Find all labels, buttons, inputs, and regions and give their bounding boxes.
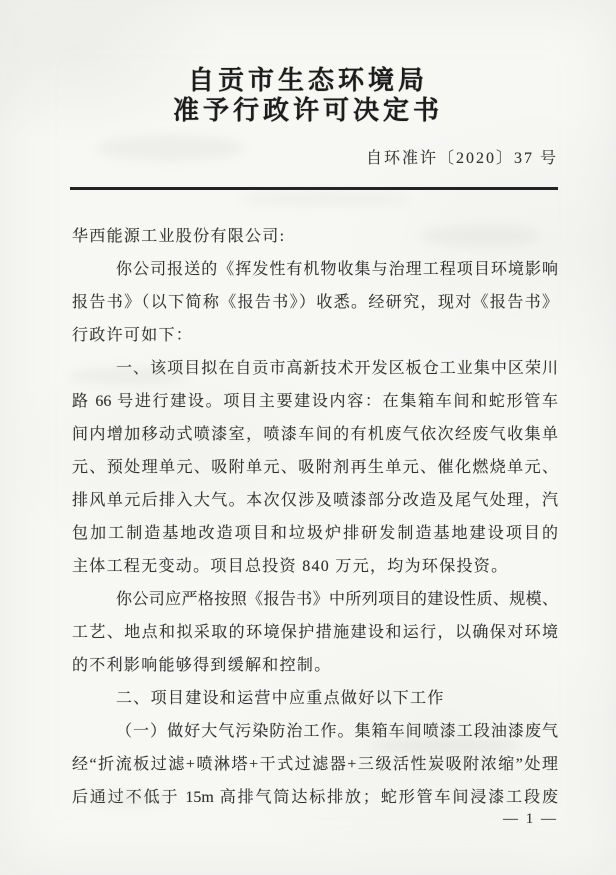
body-text-line: 元、预处理单元、吸附单元、吸附剂再生单元、催化燃烧单元、 [72,459,558,476]
body-text-line: 你公司应严格按照《报告书》中所列项目的建设性质、规模、 [116,591,558,608]
scan-artifact [68,368,188,384]
body-text-line: 行政许可如下： [72,327,194,344]
scan-artifact [370,737,520,755]
body-text-line: 的不利影响能够得到缓解和控制。 [72,657,332,674]
scan-artifact [85,792,175,806]
body-text-line: 排风单元后排入大气。本次仅涉及喷漆部分改造及尾气处理，汽 [72,492,558,509]
body-text-line: 你公司报送的《挥发性有机物收集与治理工程项目环境影响 [116,261,558,278]
body-text-line: （一）做好大气污染防治工作。集箱车间喷漆工段油漆废气 [116,723,558,740]
document-title-line1: 自贡市生态环境局 [187,66,428,95]
body-text-line: 工艺、地点和拟采取的环境保护措施建设和运行，以确保对环境 [72,624,558,641]
body-text-line: 间内增加移动式喷漆室，喷漆车间的有机废气依次经废气收集单 [72,426,558,443]
body-text-line: 一、该项目拟在自贡市高新技术开发区板仓工业集中区荣川 [116,360,558,377]
document-number: 自环准许〔2020〕37 号 [365,150,558,167]
document-body [72,220,558,814]
page-number: — 1 — [503,811,558,827]
body-text-line: 华西能源工业股份有限公司: [72,228,286,245]
body-text-line: 二、项目建设和运营中应重点做好以下工作 [116,690,445,707]
scan-artifact [420,225,540,247]
body-text-line: 报告书》（以下简称《报告书》）收悉。经研究，现对《报告书》 [72,294,558,311]
document-header [0,0,616,190]
scan-artifact [95,135,245,161]
header-divider [70,187,558,190]
scan-artifact [240,193,410,205]
document-title [0,0,616,126]
body-text-line: 路 66 号进行建设。项目主要建设内容：在集箱车间和蛇形管车 [72,393,558,410]
body-text-line: 包加工制造基地改造项目和垃圾炉排研发制造基地建设项目的 [72,525,558,542]
document-title-line2: 准予行政许可决定书 [172,96,443,125]
body-text-line: 主体工程无变动。项目总投资 840 万元，均为环保投资。 [72,558,509,575]
body-text-line: 后通过不低于 15m 高排气筒达标排放；蛇形管车间浸漆工段废 [72,789,558,806]
body-text-line: 经“折流板过滤+喷淋塔+干式过滤器+三级活性炭吸附浓缩”处理 [72,756,558,773]
